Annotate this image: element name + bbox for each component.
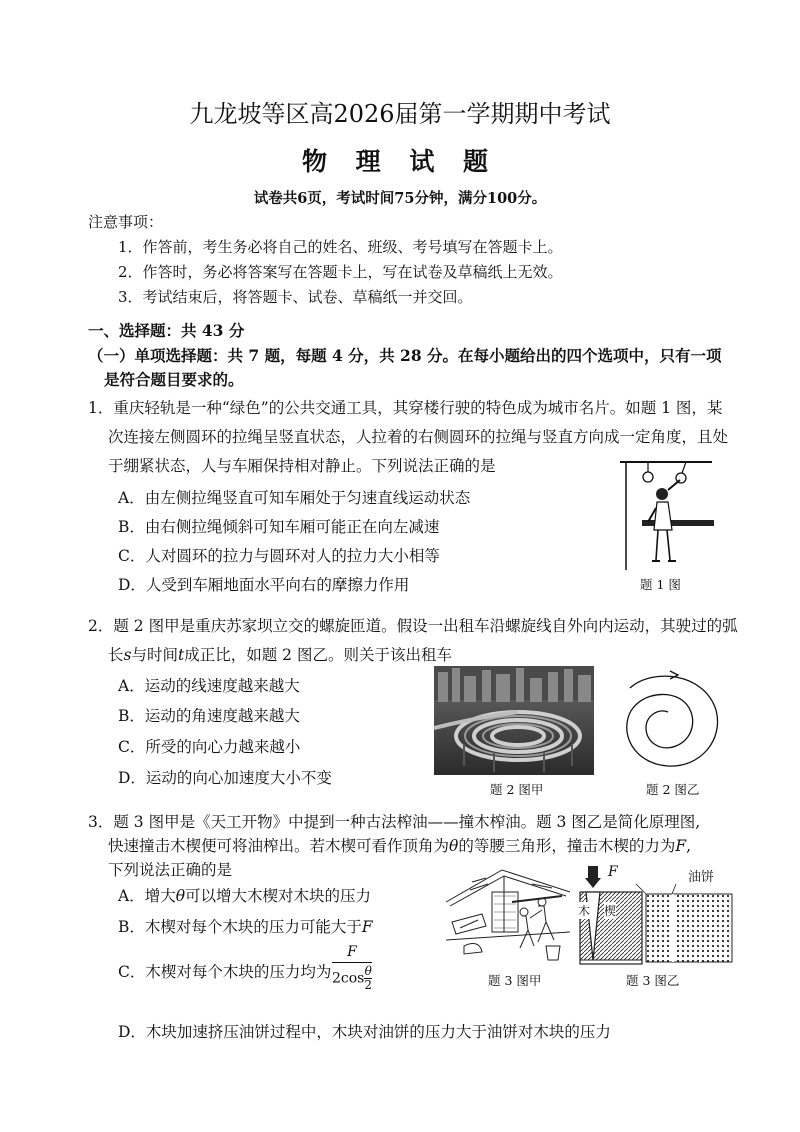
wedge-label: 楔 — [604, 904, 617, 918]
q2-option-c: C．所受的向心力越来越小 — [118, 738, 301, 756]
half-theta-num: θ — [364, 964, 372, 978]
q3-option-b — [118, 915, 373, 937]
q1-option-c: C．人对圆环的拉力与圆环对人的拉力大小相等 — [118, 547, 440, 565]
q3-text: 快速撞击木楔便可将油榨出。若木楔可看作顶角为 — [108, 837, 450, 855]
cos-text: 2cos — [332, 970, 365, 987]
q2-option-b: B．运动的角速度越来越大 — [118, 707, 300, 725]
q1-option-b: B．由右侧拉绳倾斜可知车厢可能正在向左减速 — [118, 518, 440, 536]
fraction-numerator: F — [347, 944, 357, 960]
exam-title: 九龙坡等区高2026届第一学期期中考试 — [189, 100, 611, 128]
q2-option-a: A．运动的线速度越来越大 — [118, 677, 300, 695]
fraction-bar — [332, 962, 372, 963]
q1-stem-line: 1．重庆轻轨是一种“绿色”的公共交通工具，其穿楼行驶的特色成为城市名片。如题 1 图，某 — [88, 399, 723, 417]
half-theta-den: 2 — [364, 978, 373, 992]
section-sub-heading: （一）单项选择题：共 7 题，每题 4 分，共 28 分。在每小题给出的四个选项中，只有一项 — [88, 346, 722, 365]
figure-2b-caption: 题 2 图乙 — [646, 782, 700, 797]
section-heading: 一、选择题：共 43 分 — [88, 321, 245, 340]
q3-option-c: C．木楔对每个木块的压力均为 — [118, 963, 332, 981]
q3-text: 的等腰三角形，撞击木楔的力为 — [458, 837, 676, 855]
notes-heading: 注意事项： — [88, 213, 164, 231]
q3-text: , — [686, 837, 692, 855]
q1-option-d: D．人受到车厢地面水平向右的摩擦力作用 — [118, 576, 410, 594]
variable-f: F — [675, 837, 687, 855]
q3-option-d: D．木块加速挤压油饼过程中，木块对油饼的压力大于油饼对木块的压力 — [118, 1023, 611, 1041]
figure-1-train-passenger — [612, 458, 720, 570]
figure-2b-spiral-path — [612, 666, 724, 774]
half-theta — [364, 965, 372, 992]
q3-text: B．木楔对每个木块的压力可能大于 — [118, 918, 362, 936]
q3-stem-line — [108, 834, 691, 856]
q2-stem-line: 2．题 2 图甲是重庆苏家坝立交的螺旋匝道。假设一出租车沿螺旋线自外向内运动，其驶过的弧 — [88, 617, 738, 635]
figure-2a-caption: 题 2 图甲 — [490, 782, 544, 797]
subject-title: 物 理 试 题 — [301, 147, 499, 176]
figure-3a-ancient-oil-press-illustration — [442, 862, 574, 968]
figure-2a-spiral-interchange-photo — [434, 666, 594, 775]
note-item: 1．作答前，考生务必将自己的姓名、班级、考号填写在答题卡上。 — [118, 238, 563, 256]
q2-text: 成正比，如题 2 图乙。则关于该出租车 — [184, 646, 452, 664]
wedge-label: 木 — [578, 904, 591, 918]
note-item: 3．考试结束后，将答题卡、试卷、草稿纸一并交回。 — [118, 288, 473, 306]
q1-option-a: A．由左侧拉绳竖直可知车厢处于匀速直线运动状态 — [118, 489, 471, 507]
fraction-denominator — [332, 965, 372, 992]
q2-option-d: D．运动的向心加速度大小不变 — [118, 769, 332, 787]
force-label-f: F — [608, 864, 618, 880]
q3-stem-line: 下列说法正确的是 — [108, 861, 233, 879]
section-sub-heading-cont: 是符合题目要求的。 — [104, 370, 244, 389]
oilcake-label: 油饼 — [688, 866, 714, 885]
figure-3a-caption: 题 3 图甲 — [488, 973, 542, 988]
q1-stem-line: 于绷紧状态，人与车厢保持相对静止。下列说法正确的是 — [108, 457, 496, 475]
variable-theta: θ — [175, 887, 186, 905]
fraction-f-over-2cos — [332, 944, 372, 992]
exam-info: 试卷共6页，考试时间75分钟，满分100分。 — [253, 190, 547, 207]
variable-theta: θ — [449, 837, 459, 855]
note-item: 2．作答时，务必将答案写在答题卡上，写在试卷及草稿纸上无效。 — [118, 263, 563, 281]
variable-s: s — [123, 646, 132, 664]
q2-text: 长 — [108, 646, 124, 664]
figure-3b-wedge-diagram — [576, 864, 736, 968]
q2-text: 与时间 — [131, 646, 178, 664]
q3-stem-line: 3．题 3 图甲是《天工开物》中提到一种古法榨油——撞木榨油。题 3 图乙是简化原理图, — [88, 813, 701, 831]
figure-3b-caption: 题 3 图乙 — [626, 973, 680, 988]
figure-1-caption: 题 1 图 — [640, 577, 681, 592]
q3-option-a — [118, 884, 371, 906]
q3-text: A．增大 — [118, 887, 176, 905]
variable-t: t — [178, 646, 185, 664]
variable-f: F — [361, 918, 373, 936]
q3-text: 可以增大木楔对木块的压力 — [185, 887, 372, 905]
q2-stem-line — [108, 643, 452, 665]
q1-stem-line: 次连接左侧圆环的拉绳呈竖直状态，人拉着的右侧圆环的拉绳与竖直方向成一定角度，且处 — [108, 428, 729, 446]
